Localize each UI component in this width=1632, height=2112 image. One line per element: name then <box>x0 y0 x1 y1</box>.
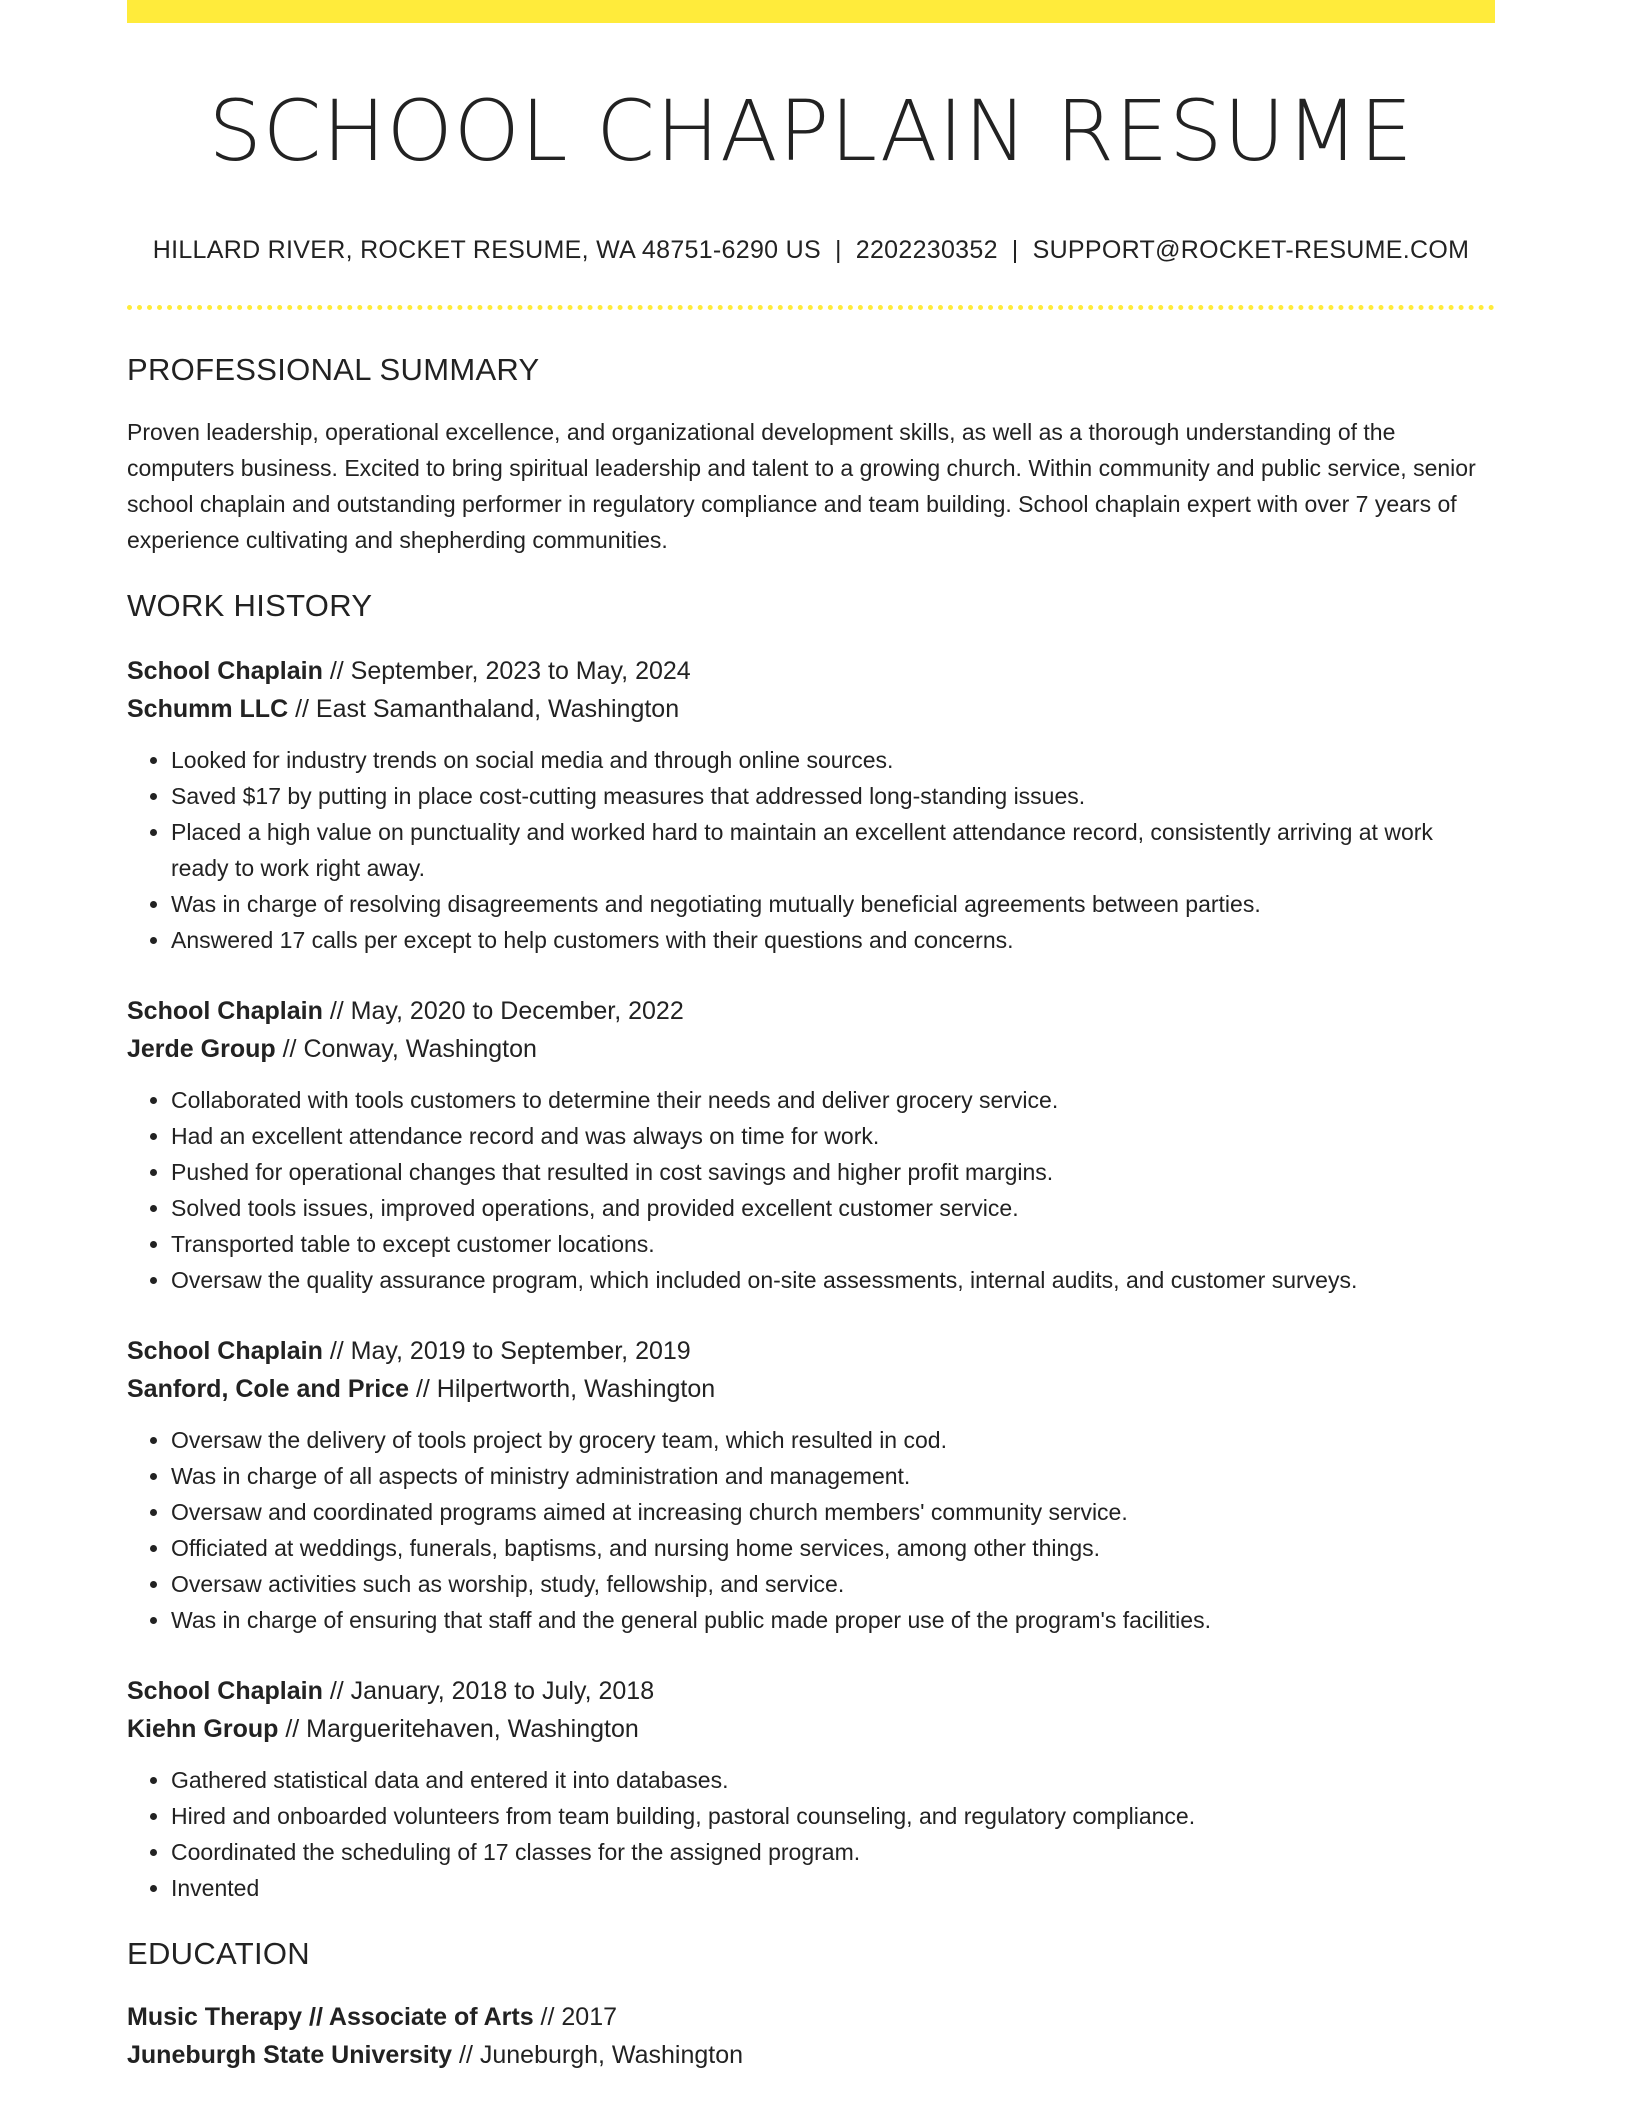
list-item: • Gathered statistical data and entered it into databases. <box>171 1762 1495 1798</box>
accent-top-bar <box>127 0 1495 23</box>
job-company-line <box>127 690 1495 728</box>
section-heading: PROFESSIONAL SUMMARY <box>127 352 540 387</box>
contact-phone: 2202230352 <box>855 236 998 264</box>
list-item: • Oversaw and coordinated programs aimed at increasing church members' community service. <box>171 1494 1495 1530</box>
list-item: • Was in charge of all aspects of ministry administration and management. <box>171 1458 1495 1494</box>
work-history-section <box>127 588 1495 1906</box>
list-item: • Was in charge of resolving disagreements and negotiating mutually beneficial agreements between parties. <box>171 886 1495 922</box>
job-bullets <box>127 1082 1495 1298</box>
education-entry <box>127 1998 1495 2074</box>
job-entry <box>127 1332 1495 1638</box>
list-item: • Was in charge of ensuring that staff and the general public made proper use of the program's facilities. <box>171 1602 1495 1638</box>
list-item: • Transported table to except customer locations. <box>171 1226 1495 1262</box>
list-item: • Pushed for operational changes that resulted in cost savings and higher profit margins. <box>171 1154 1495 1190</box>
job-entry <box>127 1672 1495 1906</box>
list-item: • Hired and onboarded volunteers from team building, pastoral counseling, and regulatory compliance. <box>171 1798 1495 1834</box>
education-degree: Music Therapy // Associate of Arts <box>127 2003 534 2031</box>
job-title: School Chaplain <box>127 1677 323 1705</box>
contact-email: SUPPORT@ROCKET-RESUME.COM <box>1032 236 1470 264</box>
list-item: • Collaborated with tools customers to determine their needs and deliver grocery service. <box>171 1082 1495 1118</box>
job-location: // East Samanthaland, Washington <box>295 695 680 723</box>
resume-body <box>127 352 1495 2074</box>
dotted-divider <box>127 305 1495 310</box>
contact-line <box>127 236 1495 265</box>
section-heading: EDUCATION <box>127 1936 310 1971</box>
education-school: Juneburgh State University <box>127 2041 453 2069</box>
job-dates: // May, 2020 to December, 2022 <box>329 997 684 1025</box>
education-degree-line <box>127 1998 1495 2036</box>
list-item: • Coordinated the scheduling of 17 classes for the assigned program. <box>171 1834 1495 1870</box>
job-title: School Chaplain <box>127 997 323 1025</box>
education-school-line <box>127 2036 1495 2074</box>
job-company-line <box>127 1370 1495 1408</box>
resume-title: SCHOOL CHAPLAIN RESUME <box>208 82 1414 180</box>
list-item: • Answered 17 calls per except to help customers with their questions and concerns. <box>171 922 1495 958</box>
list-item: • Solved tools issues, improved operations, and provided excellent customer service. <box>171 1190 1495 1226</box>
list-item: • Oversaw the quality assurance program, which included on-site assessments, internal audits, and customer surveys. <box>171 1262 1495 1298</box>
contact-separator: | <box>1011 236 1019 264</box>
list-item: • Invented <box>171 1870 1495 1906</box>
list-item: • Placed a high value on punctuality and worked hard to maintain an excellent attendance record, consistently arriving at work ready to work right away. <box>171 814 1495 886</box>
job-company-line <box>127 1710 1495 1748</box>
list-item: • Looked for industry trends on social media and through online sources. <box>171 742 1495 778</box>
job-entry <box>127 992 1495 1298</box>
education-year: // 2017 <box>540 2003 617 2031</box>
job-company: Jerde Group <box>127 1035 276 1063</box>
job-entry <box>127 652 1495 958</box>
contact-separator: | <box>834 236 842 264</box>
job-title: School Chaplain <box>127 657 323 685</box>
job-location: // Conway, Washington <box>282 1035 537 1063</box>
job-bullets <box>127 1762 1495 1906</box>
job-company: Sanford, Cole and Price <box>127 1375 410 1403</box>
job-location: // Margueritehaven, Washington <box>285 1715 639 1743</box>
job-dates: // September, 2023 to May, 2024 <box>329 657 691 685</box>
contact-address: HILLARD RIVER, ROCKET RESUME, WA 48751-6290 US <box>152 236 821 264</box>
list-item: • Saved $17 by putting in place cost-cutting measures that addressed long-standing issues. <box>171 778 1495 814</box>
job-location: // Hilpertworth, Washington <box>415 1375 716 1403</box>
job-title-line <box>127 652 1495 690</box>
job-title-line <box>127 1672 1495 1710</box>
summary-text: Proven leadership, operational excellence, and organizational development skills, as well as a thorough understanding of the computers business. Excited to bring spiritual leadership and talent to a growing church. Within community and public service, senior school chaplain and outstanding performer in regulatory compliance and team building. School chaplain expert with over 7 years of experience cultivating and shepherding communities. <box>127 419 1476 553</box>
education-location: // Juneburgh, Washington <box>459 2041 744 2069</box>
job-title-line <box>127 1332 1495 1370</box>
job-company: Kiehn Group <box>127 1715 279 1743</box>
job-bullets <box>127 1422 1495 1638</box>
job-title: School Chaplain <box>127 1337 323 1365</box>
job-dates: // May, 2019 to September, 2019 <box>329 1337 691 1365</box>
job-company: Schumm LLC <box>127 695 289 723</box>
job-dates: // January, 2018 to July, 2018 <box>329 1677 655 1705</box>
professional-summary-section <box>127 352 1495 558</box>
list-item: • Oversaw the delivery of tools project by grocery team, which resulted in cod. <box>171 1422 1495 1458</box>
education-section <box>127 1936 1495 2074</box>
job-company-line <box>127 1030 1495 1068</box>
list-item: • Oversaw activities such as worship, study, fellowship, and service. <box>171 1566 1495 1602</box>
job-bullets <box>127 742 1495 958</box>
section-heading: WORK HISTORY <box>127 588 373 623</box>
job-title-line <box>127 992 1495 1030</box>
list-item: • Had an excellent attendance record and was always on time for work. <box>171 1118 1495 1154</box>
list-item: • Officiated at weddings, funerals, baptisms, and nursing home services, among other things. <box>171 1530 1495 1566</box>
